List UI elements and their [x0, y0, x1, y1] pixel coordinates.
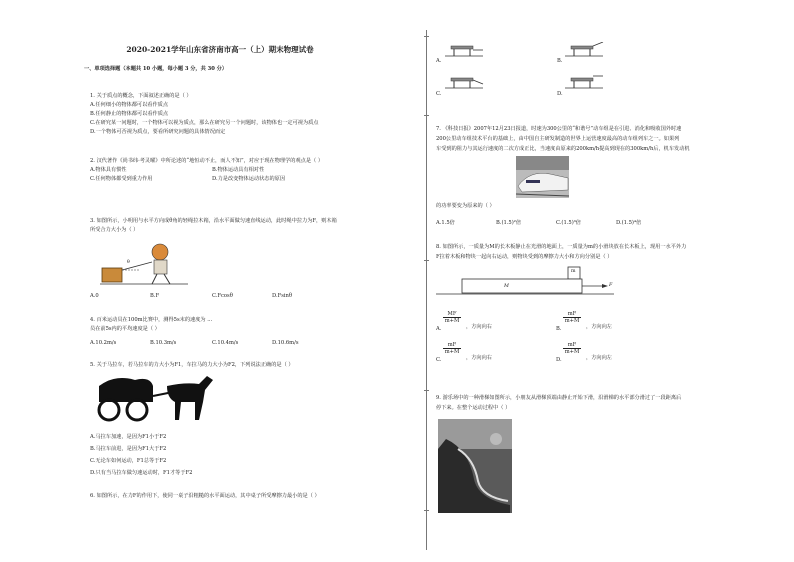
q7-option-b: B.(1.5)²倍: [496, 220, 522, 226]
q8-stem-line1: 8. 如图所示，一质量为M的长木板静止在光滑的地面上，一质量为m的小滑块放在长木板上，现用一水平外力: [436, 244, 687, 250]
q8-option-d-letter: D.: [556, 357, 562, 363]
q8-option-d-direction: ，方向向左: [586, 355, 612, 361]
q2-option-b: B.物体运动具有相对性: [212, 167, 265, 173]
page-title: 2020-2021学年山东省济南市高一（上）期末物理试卷: [126, 45, 314, 54]
q8-option-c-fraction: $\frac{mF}{m+M}$: [444, 342, 460, 355]
q5-option-b: B.马拉车前进，是因为F1大于F2: [90, 446, 167, 452]
q5-stem: 5. 关于马拉车，若马拉车的力大小为F1，车拉马的力大小为F2，下列说法正确的是（ ）: [90, 362, 294, 368]
q7-stem-line3: 车受到的阻力与其运行速度的二次方成正比，当速度由原来的200km/h提高到现在的300km/h后，机车发动机: [436, 146, 690, 152]
q1-option-d: D.一个物体可否视为质点，要看所研究问题的具体情况而定: [90, 129, 226, 135]
q6-figure-b-table: [565, 42, 605, 60]
q2-option-d: D.力是改变物体运动状态的原因: [212, 176, 286, 182]
q8-option-a-direction: ，方向向右: [466, 324, 492, 330]
q3-option-d: D.Fsinθ: [272, 293, 293, 299]
q7-stem-line1: 7. 《科技日报》2007年12月23日报道，时速为300公里的“和谐号”动车组是在引进、消化和吸收国外时速: [436, 126, 682, 132]
q6-figure-c-table: [445, 74, 485, 92]
q8-label-m: m: [571, 269, 576, 274]
q6-option-a: A.: [436, 58, 442, 64]
q3-angle-label: θ: [127, 260, 130, 265]
q9-stem-line1: 9. 游乐场中的一种滑梯如图所示，小朋友从滑梯顶端由静止开始下滑，沿滑梯的水平部分滑过了一段距离后: [436, 395, 682, 401]
q4-stem-line1: 4. 百米运动员在100m比赛中，测得5s末的速度为 ...: [90, 317, 213, 323]
q4-option-d: D.10.6m/s: [272, 340, 299, 346]
q1-option-c: C.在研究某一问题时，一个物体可以视为质点，那么在研究另一个问题时，该物体也一定可视为质点: [90, 120, 319, 126]
divider-tick: [424, 390, 429, 391]
q5-option-d: D.只有当马拉车做匀速运动时，F1才等于F2: [90, 470, 193, 476]
q6-option-d: D.: [557, 91, 563, 97]
q4-option-c: C.10.4m/s: [212, 340, 239, 346]
section-heading: 一、单项选择题（本题共 10 小题，每小题 3 分，共 30 分）: [84, 66, 228, 72]
q7-option-d: D.(1.5)⁴倍: [616, 220, 642, 226]
q7-stem-line4: 的功率要变为原来的（ ）: [436, 203, 495, 209]
q6-option-b: B.: [557, 58, 563, 64]
q7-option-a: A.1.5倍: [436, 220, 455, 226]
q8-option-c-letter: C.: [436, 357, 442, 363]
q2-stem: 2. 汉代著作《尚书纬·考灵曜》中所论述的“地恒动不止，而人不知”，对应于现在物理学的观点是（ ）: [90, 158, 324, 164]
q8-stem-line2: F拉着木板和物块一起向右运动，则物块受到的摩擦力大小和方向分别是（ ）: [436, 254, 613, 260]
divider-tick: [424, 260, 429, 261]
q1-option-b: B.任何静止的物体都可以看作质点: [90, 111, 169, 117]
q8-option-b-direction: ，方向向左: [586, 324, 612, 330]
q5-option-c: C.无论车如何运动，F1总等于F2: [90, 458, 167, 464]
q9-stem-line2: 停下来。在整个运动过程中（ ）: [436, 405, 511, 411]
q4-option-a: A.10.2m/s: [90, 340, 117, 346]
q5-option-a: A.马拉车加速，是因为F1小于F2: [90, 434, 167, 440]
q7-figure-train-photo: [516, 156, 569, 198]
divider-tick: [424, 510, 429, 511]
q8-option-d-fraction: $\frac{mF}{m+M}$: [564, 342, 580, 355]
q2-option-a: A.物体具有惯性: [90, 167, 127, 173]
q8-option-c-direction: ，方向向右: [466, 355, 492, 361]
q5-figure-horse-cart: [95, 372, 220, 427]
q6-figure-a-table: [445, 42, 485, 60]
q3-option-c: C.Fcosθ: [212, 293, 233, 299]
q8-figure-board-block: [436, 263, 616, 299]
q7-stem-line2: 200公里动车组技术平台的基础上，由中国自主研发制造的世界上运营速度最高的动车组列车之一。如果列: [436, 136, 680, 142]
q6-figure-d-table: [565, 74, 605, 92]
q3-figure-person-pulling-box: [100, 238, 190, 288]
q3-option-a: A.0: [90, 293, 99, 299]
q1-option-a: A.任何细小的物体都可以看作质点: [90, 102, 169, 108]
q3-stem-line2: 所受合力大小为（ ）: [90, 227, 139, 233]
q6-option-c: C.: [436, 91, 442, 97]
q3-option-b: B.F: [150, 293, 160, 299]
q4-stem-line2: 员在前5s内的平均速度是（ ）: [90, 326, 160, 332]
q4-option-b: B.10.3m/s: [150, 340, 177, 346]
q8-option-b-letter: B.: [556, 326, 562, 332]
q6-stem: 6. 如图所示，在力F的作用下，使同一桌子沿粗糙的水平面运动，其中桌子所受摩擦力最小的是（ ）: [90, 493, 320, 499]
column-divider: [426, 30, 427, 550]
q3-stem-line1: 3. 如图所示，小明用与水平方向成θ角的轻绳拉木箱，沿水平面做匀速直线运动，此时绳中拉力为F，则木箱: [90, 218, 337, 224]
q8-label-F: F: [609, 283, 613, 288]
q8-label-M: M: [504, 284, 509, 289]
q9-figure-slide-photo: [438, 419, 512, 513]
q7-option-c: C.(1.5)³倍: [556, 220, 581, 226]
q8-option-b-fraction: $\frac{mF}{m+M}$: [564, 311, 580, 324]
q8-option-a-fraction: $\frac{MF}{m+M}$: [444, 311, 460, 324]
q1-stem: 1. 关于质点的概念，下面叙述正确的是（ ）: [90, 93, 192, 99]
q8-option-a-letter: A.: [436, 326, 442, 332]
divider-tick: [424, 115, 429, 116]
divider-tick: [424, 36, 429, 37]
q2-option-c: C.任何物体都受到重力作用: [90, 176, 153, 182]
